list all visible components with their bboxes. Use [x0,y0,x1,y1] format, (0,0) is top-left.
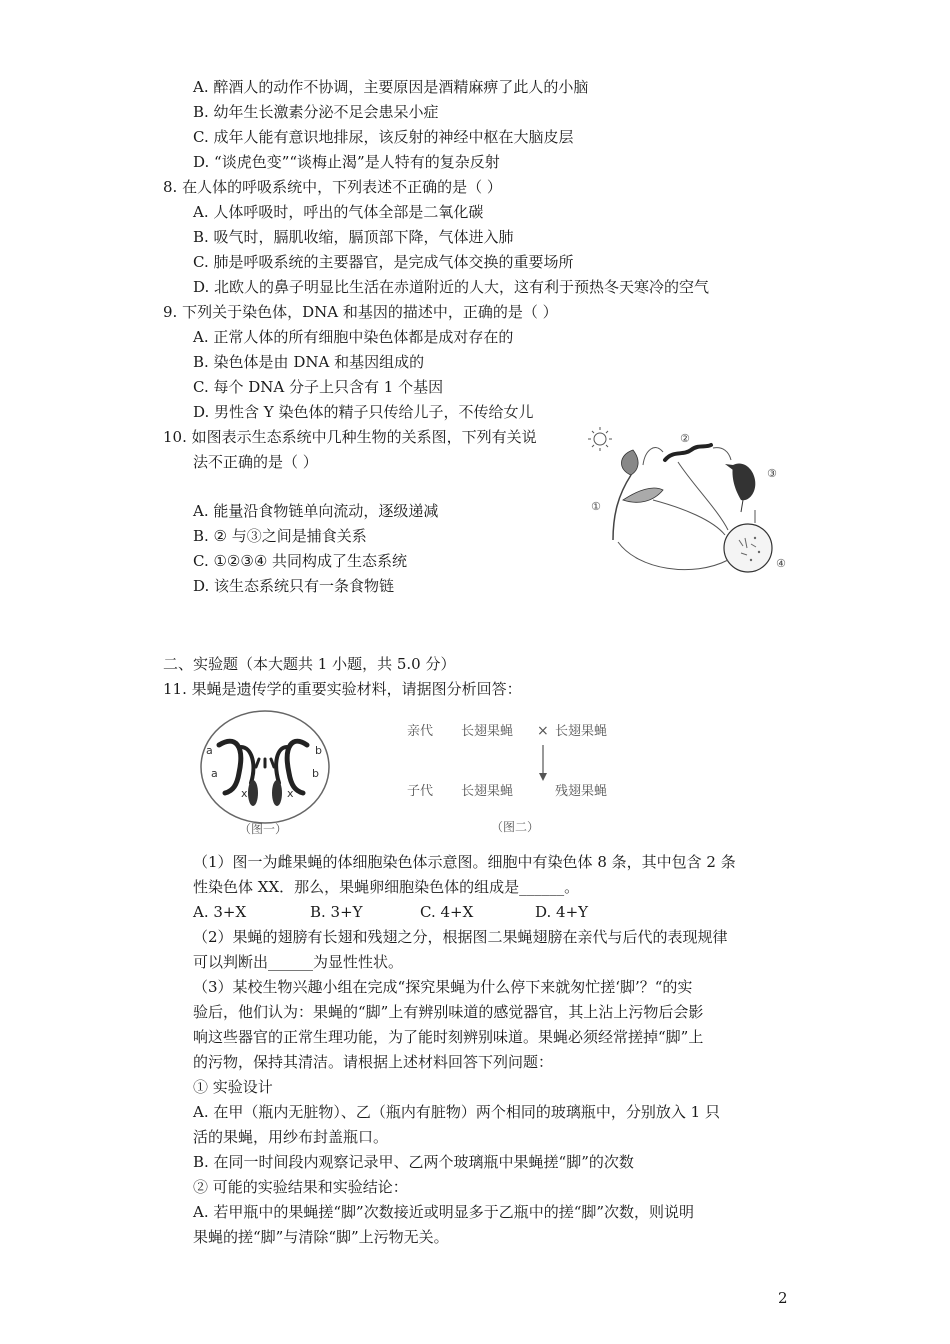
q10-option-b: B. ② 与③之间是捕食关系 [193,527,367,545]
q8-option-c: C. 肺是呼吸系统的主要器官，是完成气体交换的重要场所 [193,253,574,271]
q8-option-b: B. 吸气时，膈肌收缩，膈顶部下降，气体进入肺 [193,228,514,246]
q11-part2-line2: 可以判断出______为显性性状。 [193,953,404,971]
q10-label-1: ① [591,500,601,513]
fig2-parent-left: 长翅果蝇 [461,724,514,739]
fig1-letter-b-right-top: b [315,744,322,757]
ecosystem-figure [583,420,798,585]
q11-part3-line: 响这些器官的正常生理功能，为了能时刻辨别味道。果蝇必须经常搓掉“脚”上 [193,1028,704,1046]
q10-label-2: ② [680,432,690,445]
q9-option-b: B. 染色体是由 DNA 和基因组成的 [193,353,425,371]
down-arrow-icon [539,745,547,781]
chromosome-figure [195,705,345,845]
fig2-child-label: 子代 [407,784,434,799]
q11-part3-line: A. 在甲（瓶内无脏物）、乙（瓶内有脏物）两个相同的玻璃瓶中，分别放入 1 只 [193,1103,720,1121]
fig2-parent-label: 亲代 [407,724,434,739]
q10-label-3: ③ [767,467,777,480]
q9-option-a: A. 正常人体的所有细胞中染色体都是成对存在的 [193,328,514,346]
q10-option-c: C. ①②③④ 共同构成了生态系统 [193,552,408,570]
q8-stem: 8. 在人体的呼吸系统中，下列表述不正确的是（ ） [163,178,502,196]
bird-icon [725,463,755,512]
q11-part3-line: 的污物，保持其清洁。请根据上述材料回答下列问题： [193,1053,554,1071]
fig2-cross-symbol: × [537,723,549,739]
q11-part3-line: 活的果蝇，用纱布封盖瓶口。 [193,1128,389,1146]
q7-option-b: B. 幼年生长激素分泌不足会患呆小症 [193,103,439,121]
q11-part1-line2: 性染色体 XX．那么，果蝇卵细胞染色体的组成是______。 [193,878,580,896]
fig2-child-right: 残翅果蝇 [555,784,608,799]
q9-stem: 9. 下列关于染色体，DNA 和基因的描述中，正确的是（ ） [163,303,558,321]
cross-figure [395,713,640,838]
q8-option-d: D. 北欧人的鼻子明显比生活在赤道附近的人大，这有利于预热冬天寒冷的空气 [193,278,710,296]
q11-part2-line1: （2）果蝇的翅膀有长翅和残翅之分，根据图二果蝇翅膀在亲代与后代的表现规律 [193,928,728,946]
q11-part1-line1: （1）图一为雌果蝇的体细胞染色体示意图。细胞中有染色体 8 条，其中包含 2 条 [193,853,736,871]
fig2-caption: （图二） [491,820,540,834]
decomposer-circle-icon [724,524,772,572]
q11-part3-line: ② 可能的实验结果和实验结论： [193,1178,408,1196]
fig1-letter-x-right: x [287,787,294,800]
sun-icon [588,427,612,451]
plant-icon [613,450,663,540]
q10-label-4: ④ [776,557,786,570]
q10-option-d: D. 该生态系统只有一条食物链 [193,577,395,595]
q9-option-c: C. 每个 DNA 分子上只含有 1 个基因 [193,378,444,396]
fig1-letter-a-left-top: a [206,744,213,757]
q7-option-d: D. “谈虎色变”“谈梅止渴”是人特有的复杂反射 [193,153,500,171]
q11-part1-choice-a: A. 3+X [193,903,247,921]
q10-option-a: A. 能量沿食物链单向流动，逐级递减 [193,502,439,520]
fig1-letter-a-left-bottom: a [211,767,218,780]
q9-option-d: D. 男性含 Y 染色体的精子只传给儿子，不传给女儿 [193,403,534,421]
q11-part1-choice-b: B. 3+Y [310,903,363,921]
q11-part1-choice-c: C. 4+X [420,903,474,921]
q11-part3-line: 果蝇的搓“脚”与清除“脚”上污物无关。 [193,1228,449,1246]
fig1-caption: （图一） [239,822,288,836]
q10-stem-line2: 法不正确的是（ ） [193,453,318,471]
q7-option-c: C. 成年人能有意识地排尿，该反射的神经中枢在大脑皮层 [193,128,574,146]
q11-part3-line: 验后，他们认为：果蝇的“脚”上有辨别味道的感觉器官，其上沾上污物后会影 [193,1003,704,1021]
fig1-letter-b-right-bottom: b [312,767,319,780]
fig1-letter-x-left: x [241,787,248,800]
q8-option-a: A. 人体呼吸时，呼出的气体全部是二氧化碳 [193,203,484,221]
q11-part3-line: ① 实验设计 [193,1078,273,1096]
q11-stem: 11. 果蝇是遗传学的重要实验材料，请据图分析回答： [163,680,522,698]
q11-part3-line: （3）某校生物兴趣小组在完成“探究果蝇为什么停下来就匆忙搓‘脚’？“的实 [193,978,693,996]
caterpillar-icon [665,445,711,460]
fig2-child-left: 长翅果蝇 [461,784,514,799]
q11-part3-line: B. 在同一时间段内观察记录甲、乙两个玻璃瓶中果蝇搓“脚”的次数 [193,1153,634,1171]
section-heading: 二、实验题（本大题共 1 小题，共 5.0 分） [163,655,456,673]
fig2-parent-right: 长翅果蝇 [555,724,608,739]
q7-option-a: A. 醉酒人的动作不协调，主要原因是酒精麻痹了此人的小脑 [193,78,589,96]
q11-part1-choice-d: D. 4+Y [535,903,589,921]
q10-stem-line1: 10. 如图表示生态系统中几种生物的关系图，下列有关说 [163,428,537,446]
q11-part3-line: A. 若甲瓶中的果蝇搓“脚”次数接近或明显多于乙瓶中的搓“脚”次数，则说明 [193,1203,695,1221]
page-number: 2 [778,1289,788,1307]
